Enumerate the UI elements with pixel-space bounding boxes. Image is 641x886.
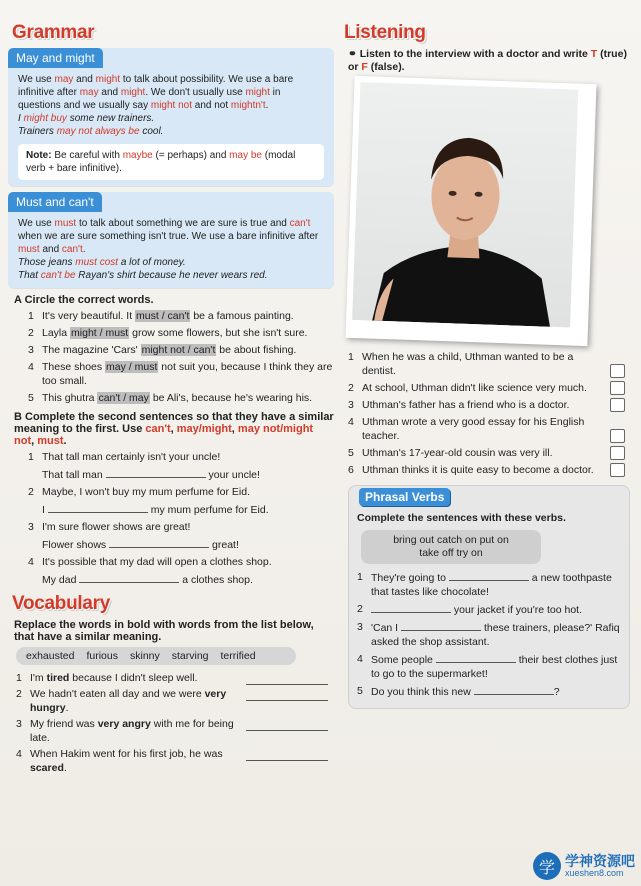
item-number: 2 (28, 327, 34, 339)
answer-blank[interactable] (371, 602, 451, 613)
exercise-a-item (28, 360, 334, 388)
completion-line: That tall man your uncle! (42, 469, 260, 481)
item-number: 3 (16, 718, 22, 730)
answer-blank[interactable] (246, 671, 328, 685)
item-number: 3 (357, 621, 363, 633)
item-number: 6 (348, 464, 354, 476)
phrasal-verbs-box (348, 485, 630, 709)
item-number: 4 (16, 748, 22, 760)
answer-blank[interactable] (246, 747, 328, 761)
right-column (340, 22, 636, 709)
may-might-note: Note: Be careful with maybe (= perhaps) and may be (modal verb + bare infinitive). (18, 144, 324, 180)
may-might-box (8, 48, 334, 186)
must-cant-example-1: Those jeans must cost a lot of money. (18, 257, 186, 268)
answer-blank[interactable] (436, 652, 516, 663)
phrasal-verb-item (357, 602, 621, 617)
answer-blank[interactable] (401, 620, 481, 631)
item-number: 1 (28, 310, 34, 322)
listening-title: Listening (344, 22, 426, 43)
vocabulary-item (16, 687, 334, 715)
completion-line: My dad a clothes shop. (42, 574, 253, 586)
answer-box[interactable] (610, 446, 625, 460)
item-text: The magazine 'Cars' might not / can't be about fishing. (42, 344, 297, 356)
item-number: 4 (28, 361, 34, 373)
must-cant-example-2: That can't be Rayan's shirt because he never wears red. (18, 270, 268, 281)
left-column (8, 22, 334, 777)
item-text: When he was a child, Uthman wanted to be a dentist. (362, 351, 574, 377)
answer-box[interactable] (610, 463, 625, 477)
choice-option[interactable]: might not / can't (141, 344, 216, 356)
completion-line: I my mum perfume for Eid. (42, 504, 269, 516)
phrasal-verbs-instruction: Complete the sentences with these verbs. (357, 512, 566, 524)
exercise-a-title: A Circle the correct words. (14, 294, 154, 306)
listening-item (348, 463, 636, 477)
item-number: 4 (348, 416, 354, 428)
item-text: At school, Uthman didn't like science very much. (362, 382, 587, 394)
choice-option[interactable]: can't / may (98, 392, 149, 404)
item-text: Uthman's father has a friend who is a doctor. (362, 399, 570, 411)
item-number: 2 (348, 382, 354, 394)
completion-line: Flower shows great! (42, 539, 239, 551)
vocabulary-item (16, 747, 334, 775)
vocab-word: furious (86, 650, 118, 662)
exercise-a-item (28, 391, 334, 405)
item-sentence: That tall man certainly isn't your uncle! (42, 451, 221, 463)
choice-option[interactable]: must / can't (136, 310, 190, 322)
phrasal-verbs-title: Phrasal Verbs (359, 488, 450, 506)
vocabulary-title: Vocabulary (12, 593, 111, 614)
listening-item (348, 381, 636, 395)
exercise-a-list (8, 309, 334, 405)
item-text: My friend was very angry with me for being late. (30, 718, 234, 744)
answer-blank[interactable] (48, 502, 148, 513)
item-number: 3 (28, 521, 34, 533)
doctor-photo (346, 76, 597, 346)
item-number: 1 (348, 351, 354, 363)
vocab-word: terrified (220, 650, 256, 662)
answer-blank[interactable] (106, 467, 206, 478)
item-number: 1 (357, 571, 363, 583)
phrasal-verb-item (357, 684, 621, 699)
item-text: I'm tired because I didn't sleep well. (30, 672, 198, 684)
vocabulary-item (16, 717, 334, 745)
item-text: It's very beautiful. It must / can't be a famous painting. (42, 310, 294, 322)
item-sentence: I'm sure flower shows are great! (42, 521, 191, 533)
watermark-url: xueshen8.com (565, 868, 624, 878)
item-text: We hadn't eaten all day and we were very hungry. (30, 688, 227, 714)
headphones-icon: ⚭ (348, 48, 357, 60)
may-might-example-1: I might buy some new trainers. (18, 113, 155, 124)
choice-option[interactable]: may / must (106, 361, 158, 373)
item-text: These shoes may / must not suit you, because I think they are too small. (42, 361, 333, 387)
answer-blank[interactable] (246, 687, 328, 701)
answer-blank[interactable] (109, 537, 209, 548)
item-sentence: It's possible that my dad will open a clothes shop. (42, 556, 272, 568)
young-man-illustration (352, 82, 578, 327)
item-text: Layla might / must grow some flowers, but she isn't sure. (42, 327, 308, 339)
vocab-word: exhausted (26, 650, 75, 662)
listening-item (348, 446, 636, 460)
may-might-head: May and might (8, 48, 103, 68)
must-cant-head: Must and can't (8, 192, 102, 212)
item-text: Do you think this new ? (371, 686, 560, 698)
item-text: Uthman wrote a very good essay for his English teacher. (362, 416, 585, 442)
answer-blank[interactable] (246, 717, 328, 731)
item-number: 5 (348, 447, 354, 459)
answer-blank[interactable] (449, 570, 529, 581)
item-text: This ghutra can't / may be Ali's, because he's wearing his. (42, 392, 313, 404)
phrasal-verbs-list (357, 570, 621, 699)
listening-item (348, 398, 636, 412)
vocabulary-word-list (16, 647, 296, 665)
listening-list (340, 350, 636, 477)
watermark-text: 学神资源吧 (565, 853, 635, 869)
exercise-b-item (28, 450, 334, 464)
phrasal-verb-item (357, 570, 621, 599)
item-number: 1 (28, 451, 34, 463)
listening-item (348, 350, 636, 378)
watermark-logo-icon: 学 (533, 852, 561, 880)
listening-instruction: ⚭ Listen to the interview with a doctor and write T (true) or F (false). (348, 48, 627, 73)
answer-box[interactable] (610, 381, 625, 395)
item-text: When Hakim went for his first job, he was scared. (30, 748, 223, 774)
may-might-rule: We use may and might to talk about possibility. We use a bare infinitive after may and might. We don't usually use might in questions and we usually say might not and not mightn't. (18, 74, 294, 111)
exercise-b-item (28, 520, 334, 534)
exercise-b-item (28, 555, 334, 569)
item-number: 1 (16, 672, 22, 684)
choice-option[interactable]: might / must (71, 327, 129, 339)
vocabulary-item (16, 671, 334, 685)
item-text: Some people their best clothes just to go to the supermarket! (371, 654, 618, 680)
phrasal-verbs-word-list: bring out catch on put on take off try on (361, 530, 541, 564)
vocab-word: starving (171, 650, 209, 662)
vocabulary-instruction: Replace the words in bold with words from the list below, that have a similar meaning. (14, 619, 314, 643)
item-number: 4 (357, 653, 363, 665)
grammar-title: Grammar (12, 22, 95, 43)
answer-blank[interactable] (474, 684, 554, 695)
vocab-word: skinny (129, 650, 160, 662)
item-text: They're going to a new toothpaste that tastes like chocolate! (371, 572, 612, 598)
item-text: Uthman thinks it is quite easy to become a doctor. (362, 464, 594, 476)
phrasal-verb-item (357, 652, 621, 681)
item-number: 2 (16, 688, 22, 700)
vocabulary-list (8, 671, 334, 775)
answer-box[interactable] (610, 364, 625, 378)
exercise-a-item (28, 343, 334, 357)
item-number: 3 (28, 344, 34, 356)
exercise-b-title: B Complete the second sentences so that they have a similar meaning to the first. Use can't, may/might, may not/might not, must. (14, 411, 334, 447)
may-might-example-2: Trainers may not always be cool. (18, 126, 164, 137)
item-number: 5 (28, 392, 34, 404)
answer-box[interactable] (610, 429, 625, 443)
item-number: 5 (357, 685, 363, 697)
phrasal-verb-item (357, 620, 621, 649)
must-cant-box (8, 192, 334, 288)
listening-item (348, 415, 636, 443)
item-number: 3 (348, 399, 354, 411)
answer-blank[interactable] (79, 572, 179, 583)
item-sentence: Maybe, I won't buy my mum perfume for Eid. (42, 486, 250, 498)
exercise-a-item (28, 309, 334, 323)
item-text: Uthman's 17-year-old cousin was very ill. (362, 447, 553, 459)
must-cant-rule: We use must to talk about something we are sure is true and can't when we are sure something isn't true. We use a bare infinitive after must and can't. (18, 218, 319, 255)
exercise-a-item (28, 326, 334, 340)
item-text: your jacket if you're too hot. (371, 602, 621, 617)
item-number: 2 (28, 486, 34, 498)
answer-box[interactable] (610, 398, 625, 412)
item-text: 'Can I these trainers, please?' Rafiq asked the shop assistant. (371, 622, 620, 648)
exercise-b-list (8, 450, 334, 587)
item-number: 2 (357, 603, 363, 615)
watermark (533, 852, 635, 880)
item-number: 4 (28, 556, 34, 568)
exercise-b-item (28, 485, 334, 499)
